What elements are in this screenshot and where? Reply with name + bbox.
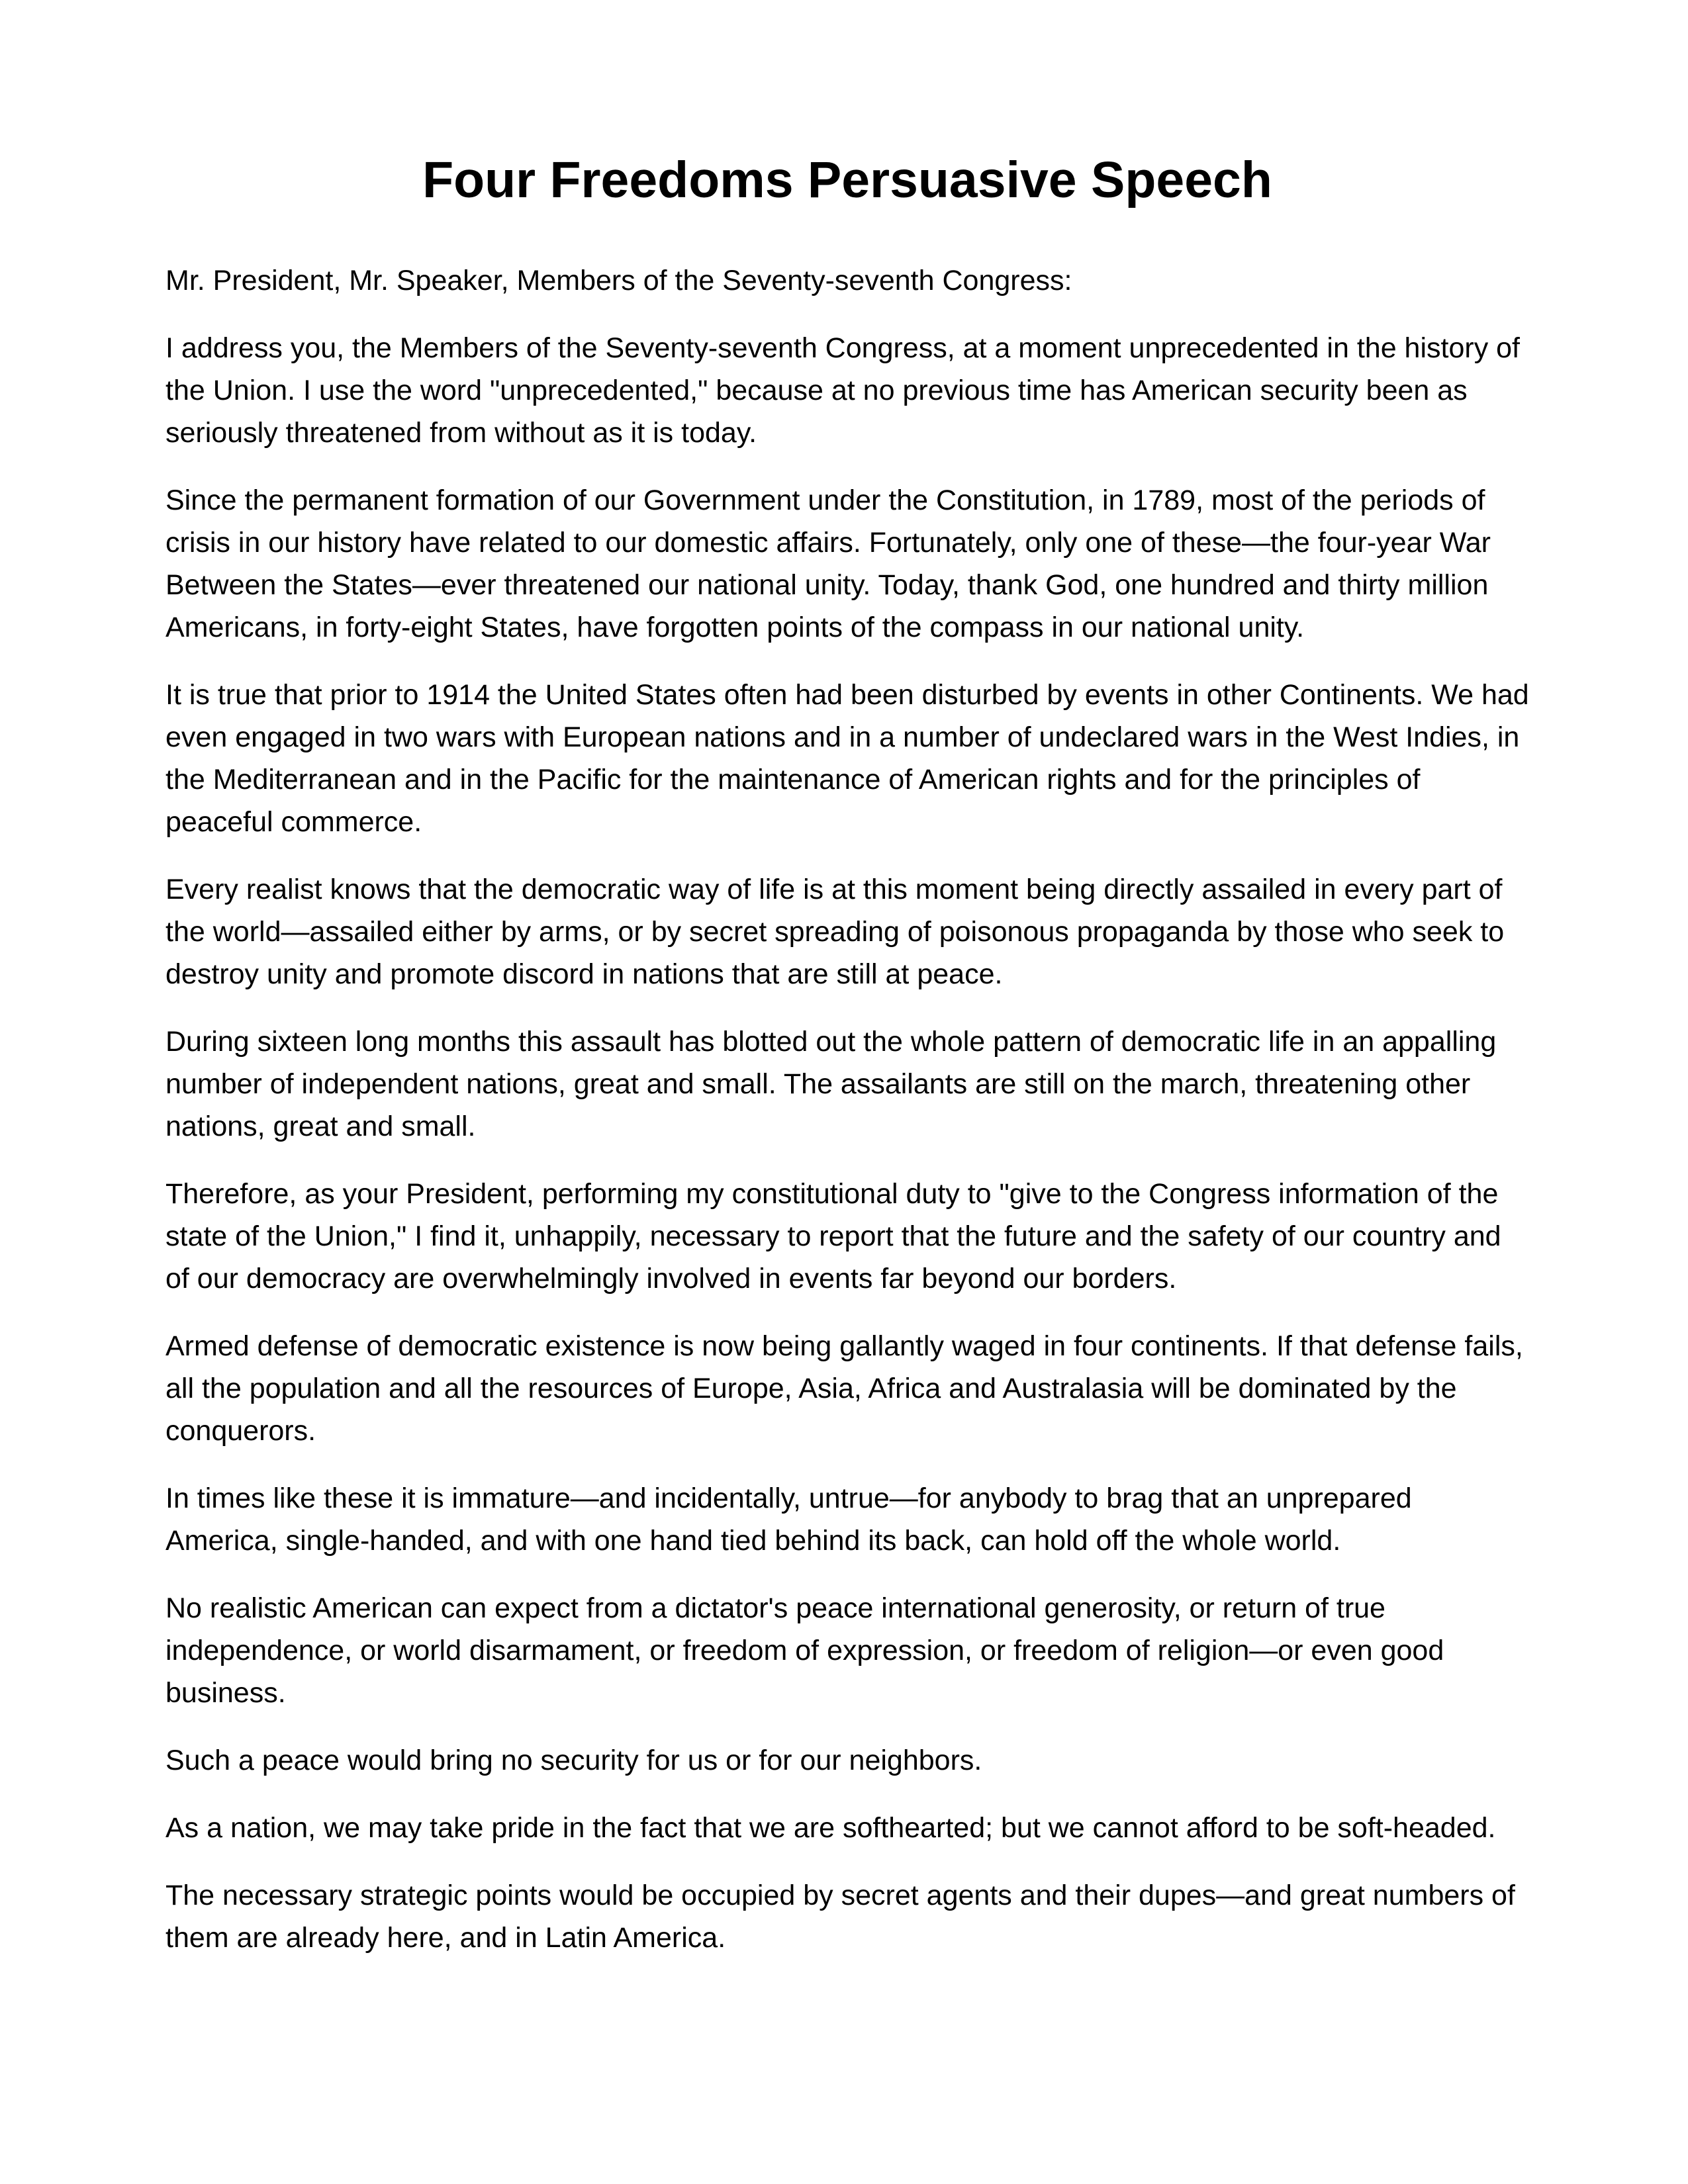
paragraph: Since the permanent formation of our Government under the Constitution, in 1789, most of the periods of crisis in our history have related to our domestic affairs. Fortunately, only one of these—the four-year War Between the States—ever threatened our national unity. Today, thank God, one hundred and thirty million Americans, in forty-eight States, have forgotten points of the compass in our national unity. bbox=[165, 484, 1491, 643]
paragraph: Every realist knows that the democratic way of life is at this moment being directly assailed in every part of the world—assailed either by arms, or by secret spreading of poisonous propaganda by those who seek to destroy unity and promote discord in nations that are still at peace. bbox=[165, 874, 1505, 990]
paragraph: It is true that prior to 1914 the United States often had been disturbed by events in other Continents. We had even engaged in two wars with European nations and in a number of undeclared wars in the West Indies, in the Mediterranean and in the Pacific for the maintenance of American rights and for the principles of peaceful commerce. bbox=[165, 679, 1529, 838]
paragraph: The necessary strategic points would be occupied by secret agents and their dupes—and great numbers of them are already here, and in Latin America. bbox=[165, 1880, 1515, 1954]
paragraph: No realistic American can expect from a dictator's peace international generosity, or return of true independence, or world disarmament, or freedom of expression, or freedom of religion—or even good business. bbox=[165, 1592, 1444, 1709]
paragraph-salutation: Mr. President, Mr. Speaker, Members of the Seventy-seventh Congress: bbox=[165, 265, 1072, 296]
document-body bbox=[165, 259, 1529, 1959]
paragraph: Such a peace would bring no security for us or for our neighbors. bbox=[165, 1745, 982, 1776]
document-page bbox=[165, 147, 1529, 1984]
paragraph: Therefore, as your President, performing my constitutional duty to "give to the Congress information of the state of the Union," I find it, unhappily, necessary to report that the future and the safety of our country and of our democracy are overwhelmingly involved in events far beyond our borders. bbox=[165, 1178, 1501, 1295]
paragraph: During sixteen long months this assault has blotted out the whole pattern of democratic life in an appalling number of independent nations, great and small. The assailants are still on the march, threatening other nations, great and small. bbox=[165, 1026, 1497, 1142]
paragraph: In times like these it is immature—and incidentally, untrue—for anybody to brag that an unprepared America, single-handed, and with one hand tied behind its back, can hold off the whole world. bbox=[165, 1482, 1412, 1557]
paragraph: I address you, the Members of the Seventy-seventh Congress, at a moment unprecedented in the history of the Union. I use the word "unprecedented," because at no previous time has American security been as seriously threatened from without as it is today. bbox=[165, 332, 1521, 449]
document-title: Four Freedoms Persuasive Speech bbox=[422, 152, 1272, 208]
paragraph: As a nation, we may take pride in the fact that we are softhearted; but we cannot afford to be soft-headed. bbox=[165, 1812, 1496, 1844]
paragraph: Armed defense of democratic existence is now being gallantly waged in four continents. If that defense fails, all the population and all the resources of Europe, Asia, Africa and Australasia will be dominated by the conquerors. bbox=[165, 1330, 1523, 1447]
